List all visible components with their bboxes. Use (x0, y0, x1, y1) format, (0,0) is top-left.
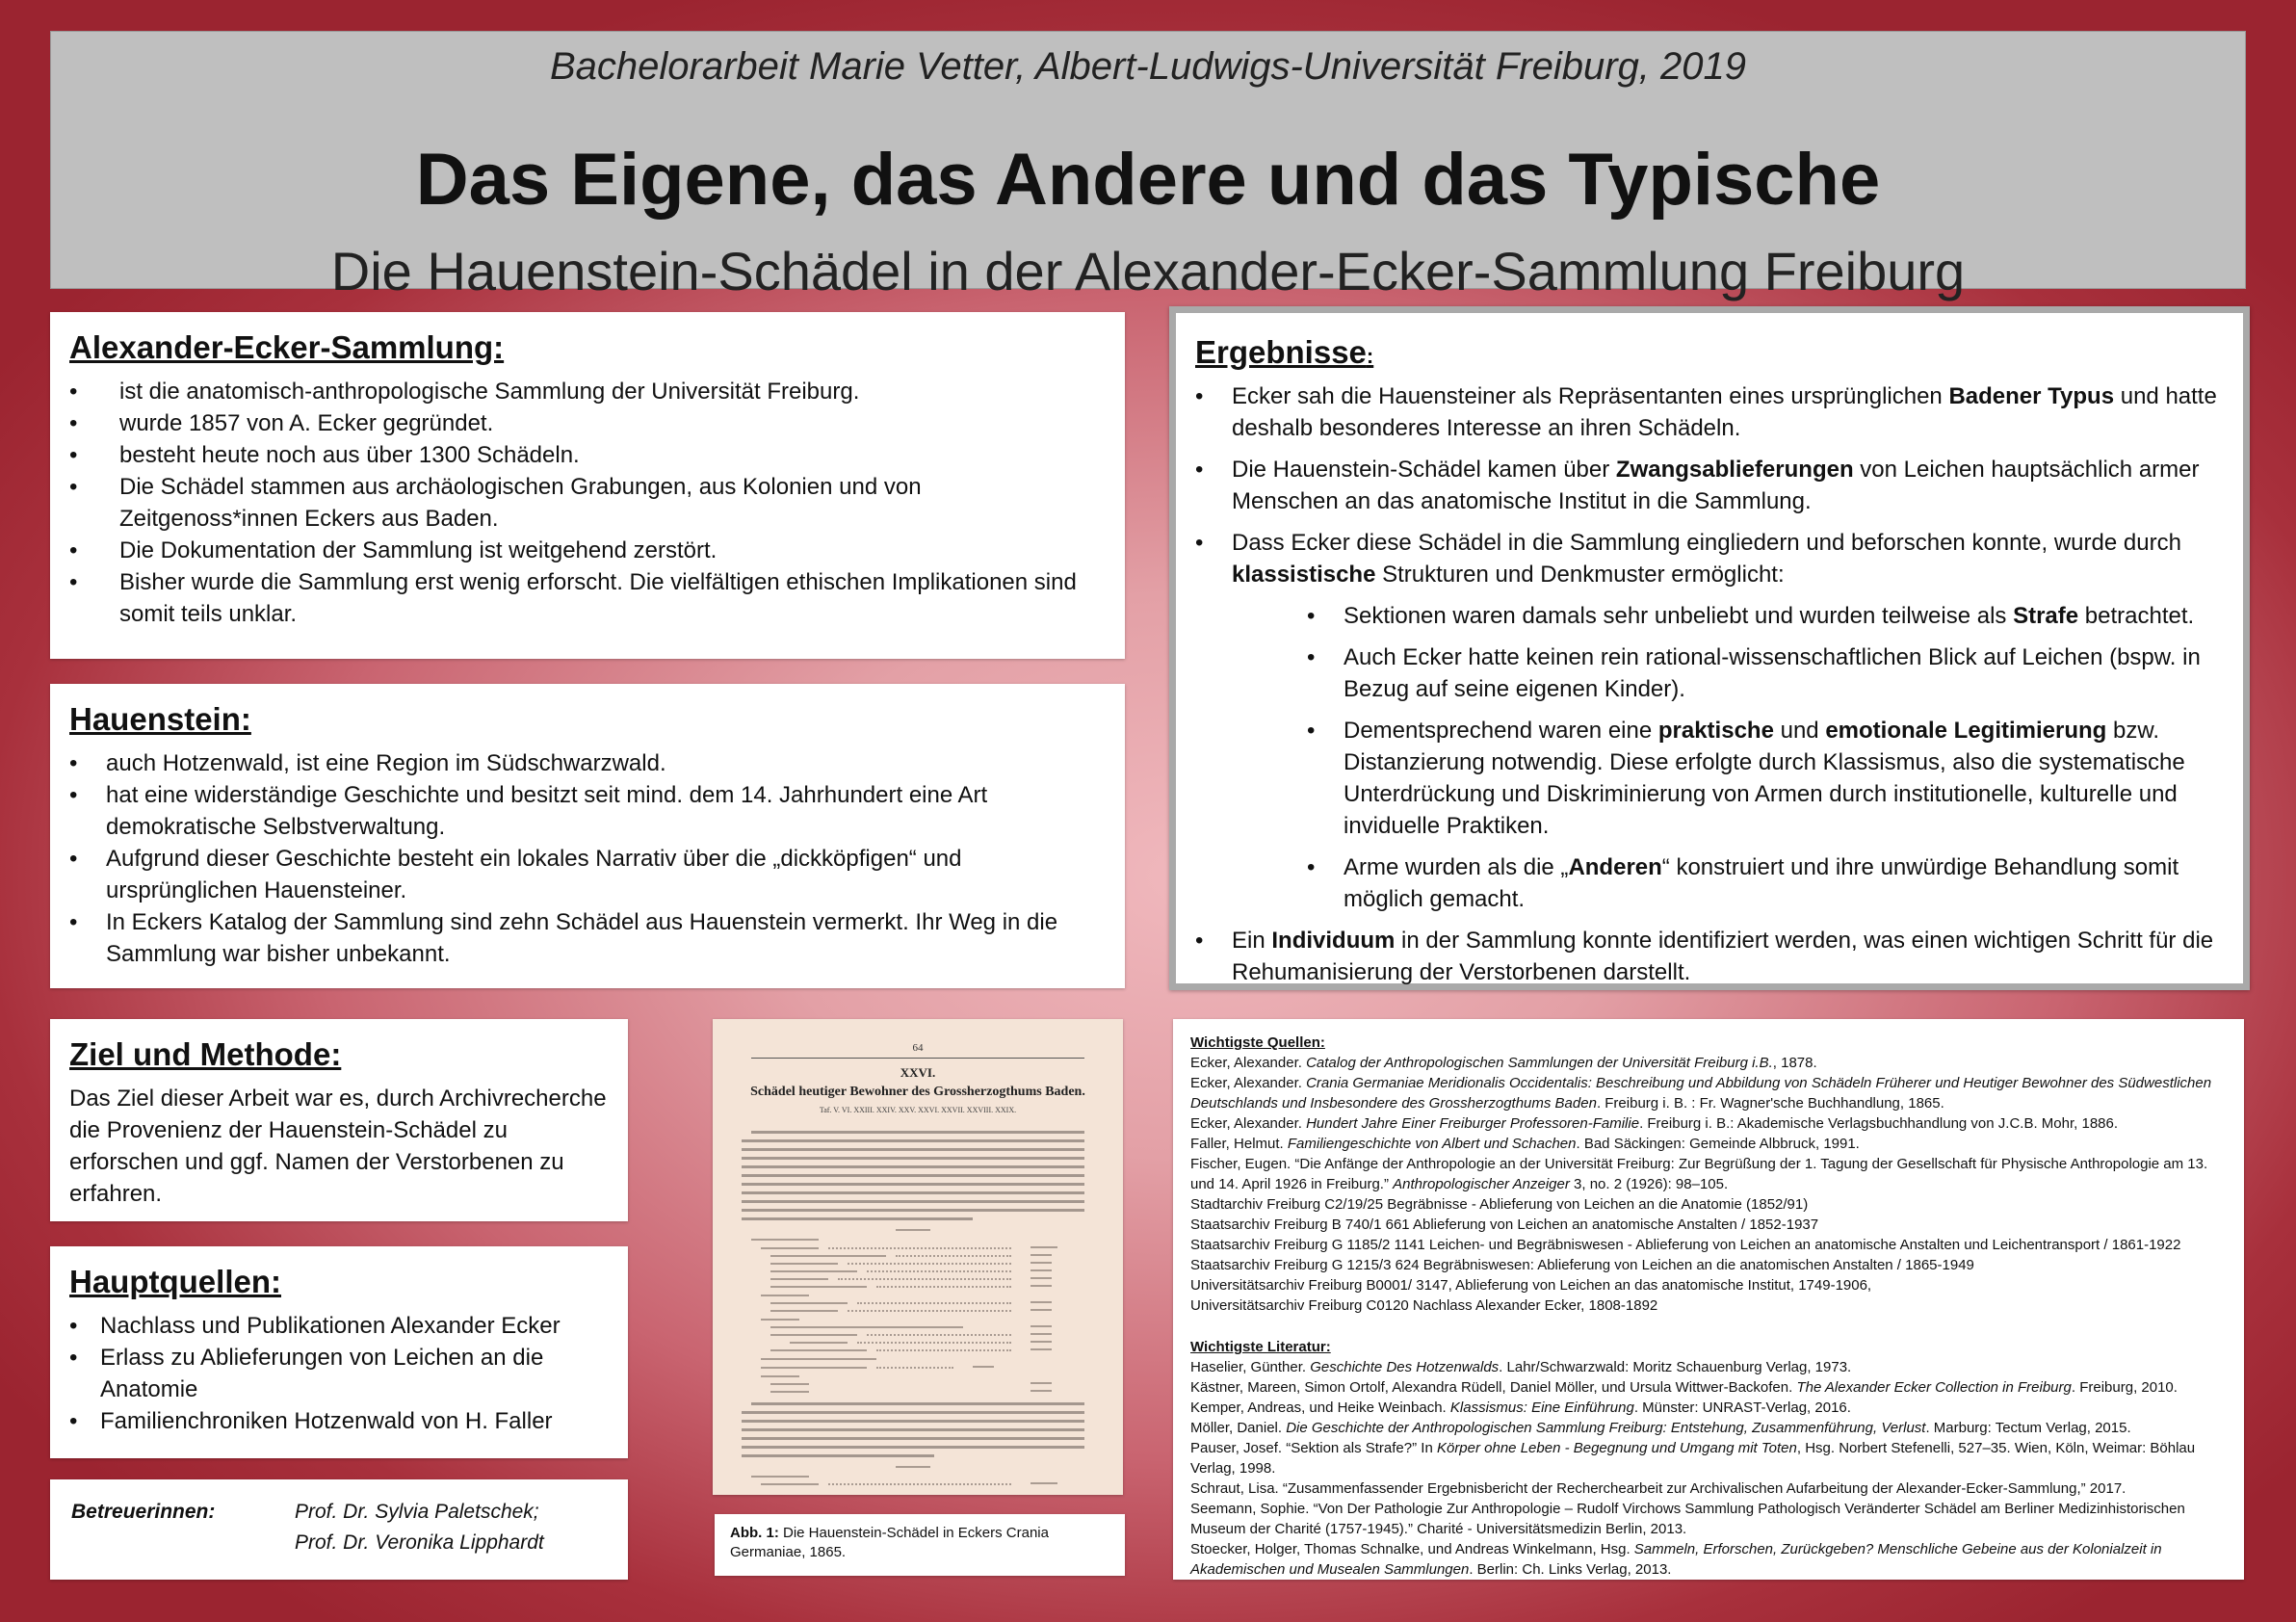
reference-item: Kemper, Andreas, und Heike Weinbach. Klassismus: Eine Einführung. Münster: UNRAST-Verlag, 2016. (1190, 1400, 1851, 1416)
bullet-list (69, 376, 1106, 630)
list-item: • Die Schädel stammen aus archäologischen Grabungen, aus Kolonien und von Zeitgenoss*innen Eckers aus Baden. (69, 471, 1106, 535)
literature-heading: Wichtigste Literatur: (1190, 1339, 1331, 1355)
section-ziel-und-methode (50, 1019, 628, 1221)
list-item: • Ecker sah die Hauensteiner als Repräsentanten eines ursprünglichen Badener Typus und hatte deshalb besonderes Interesse an ihren Schädeln. (1195, 380, 2224, 444)
sub-list-item: • Sektionen waren damals sehr unbeliebt und wurden teilweise als Strafe betrachtet. (1195, 600, 2224, 632)
list-item: • hat eine widerständige Geschichte und besitzt seit mind. dem 14. Jahrhundert eine Art demokratische Selbstverwaltung. (69, 779, 1106, 843)
section-hauenstein (50, 684, 1125, 988)
sub-list-item: • Dementsprechend waren eine praktische und emotionale Legitimierung bzw. Distanzierung notwendig. Diese erfolgte durch Klassismus, also die systematische Unterdrückung und Diskriminierung von Armen durch institutionelle, kulturelle und inviduelle Praktiken. (1195, 715, 2224, 842)
reference-item: Pauser, Josef. “Sektion als Strafe?” In Körper ohne Leben - Begegnung und Umgang mit Toten, Hsg. Norbert Stefenelli, 527–35. Wien, Köln, Weimar: Böhlau Verlag, 1998. (1190, 1440, 2196, 1477)
poster-title: Das Eigene, das Andere und das Typische (415, 139, 1881, 221)
bullet-list (69, 747, 1106, 970)
list-item: • Aufgrund dieser Geschichte besteht ein lokales Narrativ über die „dickköpfigen“ und ursprünglichen Hauensteiner. (69, 843, 1106, 906)
list-item: • ist die anatomisch-anthropologische Sammlung der Universität Freiburg. (69, 376, 1106, 407)
reference-item: Ecker, Alexander. Crania Germaniae Meridionalis Occidentalis: Beschreibung und Abbildung von Schädeln Früherer und Heutiger Bewohner des Südwestlichen Deutschlands und Insbesondere des Grossherzogthums Baden. Freiburg i. B. : Fr. Wagner'sche Buchhandlung, 1865. (1190, 1075, 2212, 1112)
section-heading: Hauenstein: (69, 701, 251, 737)
list-item: • Die Hauenstein-Schädel kamen über Zwangsablieferungen von Leichen hauptsächlich armer Menschen an das anatomische Institut in die Sammlung. (1195, 454, 2224, 517)
figure-caption (715, 1514, 1125, 1576)
section-heading: Alexander-Ecker-Sammlung: (69, 329, 505, 365)
reference-item: Universitätsarchiv Freiburg C0120 Nachlass Alexander Ecker, 1808-1892 (1190, 1297, 1658, 1314)
bullet-list (1195, 380, 2224, 988)
reference-item: Staatsarchiv Freiburg G 1185/2 1141 Leichen- und Begräbniswesen - Ablieferung von Leichen an anatomische Anstalten und Leichentransport / 1861-1922 (1190, 1237, 2181, 1253)
chapter-number: XXVI. (900, 1065, 936, 1080)
page-heading: Schädel heutiger Bewohner des Grossherzogthums Baden. (750, 1085, 1085, 1099)
reference-item: Stadtarchiv Freiburg C2/19/25 Begräbnisse - Ablieferung von Leichen an die Anatomie (1852/91) (1190, 1196, 1809, 1213)
section-text: Das Ziel dieser Arbeit war es, durch Archivrecherche die Provenienz der Hauenstein-Schädel zu erforschen und ggf. Namen der Verstorbenen zu erfahren. (69, 1085, 607, 1207)
section-ergebnisse (1169, 306, 2250, 990)
reference-item: Staatsarchiv Freiburg G 1215/3 624 Begräbniswesen: Ablieferung von Leichen an die anatomischen Anstalten / 1865-1949 (1190, 1257, 1974, 1273)
list-item: • Bisher wurde die Sammlung erst wenig erforscht. Die vielfältigen ethischen Implikationen sind somit teils unklar. (69, 566, 1106, 630)
supervisors-names (295, 1497, 544, 1558)
reference-item: Universitätsarchiv Freiburg B0001/ 3147, Ablieferung von Leichen an das anatomische Institut, 1749-1906, (1190, 1277, 1872, 1294)
list-item: • Familienchroniken Hotzenwald von H. Faller (69, 1405, 609, 1437)
divider (751, 1058, 1084, 1059)
references-heading: Wichtigste Quellen: (1190, 1034, 1325, 1051)
section-betreuerinnen (50, 1479, 628, 1580)
plate-references: Taf. V. VI. XXIII. XXIV. XXV. XXVI. XXVII. XXVIII. XXIX. (819, 1106, 1017, 1114)
supervisor-name: Prof. Dr. Veronika Lipphardt (295, 1531, 544, 1554)
reference-item: Stoecker, Holger, Thomas Schnalke, und Andreas Winkelmann, Hsg. Sammeln, Erforschen, Zurückgeben? Menschliche Gebeine aus der Kolonialzeit in Akademischen und Musealen Sammlungen. Berlin: Ch. Links Verlag, 2013. (1190, 1541, 2162, 1578)
list-item: • wurde 1857 von A. Ecker gegründet. (69, 407, 1106, 439)
list-item: • In Eckers Katalog der Sammlung sind zehn Schädel aus Hauenstein vermerkt. Ihr Weg in die Sammlung war bisher unbekannt. (69, 906, 1106, 970)
section-heading: Hauptquellen: (69, 1264, 281, 1299)
section-heading: Ziel und Methode: (69, 1036, 342, 1072)
caption-text: Die Hauenstein-Schädel in Eckers Crania Germaniae, 1865. (730, 1525, 1049, 1560)
sub-list-item: • Auch Ecker hatte keinen rein rational-wissenschaftlichen Blick auf Leichen (bspw. in Bezug auf seine eigenen Kinder). (1195, 641, 2224, 705)
section-references (1173, 1019, 2244, 1580)
bullet-list (69, 1310, 609, 1437)
reference-item: Möller, Daniel. Die Geschichte der Anthropologischen Sammlung Freiburg: Entstehung, Zusammenführung, Verlust. Marburg: Tectum Verlag, 2015. (1190, 1420, 2131, 1436)
caption-label: Abb. 1: (730, 1525, 779, 1541)
figure-book-page (713, 1019, 1123, 1495)
reference-item: Seemann, Sophie. “Von Der Pathologie Zur Anthropologie – Rudolf Virchows Sammlung Pathologisch Veränderter Schädel am Berliner Medizinhistorischen Museum der Charité (1757-1945).” Charité - Universitätsmedizin Berlin, 2013. (1190, 1501, 2185, 1537)
list-item: • Nachlass und Publikationen Alexander Ecker (69, 1310, 609, 1342)
list-item: • auch Hotzenwald, ist eine Region im Südschwarzwald. (69, 747, 1106, 779)
page-number: 64 (912, 1042, 924, 1054)
list-item: • Ein Individuum in der Sammlung konnte identifiziert werden, was einen wichtigen Schritt für die Rehumanisierung der Verstorbenen darstellt. (1195, 925, 2224, 988)
section-alexander-ecker-sammlung (50, 312, 1125, 659)
list-item: • besteht heute noch aus über 1300 Schädeln. (69, 439, 1106, 471)
section-heading: Ergebnisse: (1195, 334, 1374, 370)
reference-item: Ecker, Alexander. Catalog der Anthropologischen Sammlungen der Universität Freiburg i.B., 1878. (1190, 1055, 1817, 1071)
reference-item: Faller, Helmut. Familiengeschichte von Albert und Schachen. Bad Säckingen: Gemeinde Albbruck, 1991. (1190, 1136, 1860, 1152)
thesis-info: Bachelorarbeit Marie Vetter, Albert-Ludwigs-Universität Freiburg, 2019 (549, 45, 1747, 88)
supervisors-label: Betreuerinnen: (71, 1501, 216, 1523)
poster-subtitle: Die Hauenstein-Schädel in der Alexander-Ecker-Sammlung Freiburg (330, 241, 1966, 301)
section-hauptquellen (50, 1246, 628, 1458)
reference-item: Ecker, Alexander. Hundert Jahre Einer Freiburger Professoren-Familie. Freiburg i. B.: Akademische Verlagsbuchhandlung von J.C.B. Mohr, 1886. (1190, 1115, 2119, 1132)
list-item: • Dass Ecker diese Schädel in die Sammlung eingliedern und beforschen konnte, wurde durch klassistische Strukturen und Denkmuster ermöglicht: (1195, 527, 2224, 590)
list-item: • Erlass zu Ablieferungen von Leichen an die Anatomie (69, 1342, 609, 1405)
reference-item: Schraut, Lisa. “Zusammenfassender Ergebnisbericht der Recherchearbeit zur Archivalischen Aufarbeitung der Alexander-Ecker-Sammlung,” 2017. (1190, 1480, 2126, 1497)
sub-list-item: • Arme wurden als die „Anderen“ konstruiert und ihre unwürdige Behandlung somit möglich gemacht. (1195, 851, 2224, 915)
supervisor-name: Prof. Dr. Sylvia Paletschek; (295, 1501, 539, 1523)
poster-header (50, 31, 2246, 301)
reference-item: Fischer, Eugen. “Die Anfänge der Anthropologie an der Universität Freiburg: Zur Begrüßung der 1. Tagung der Gesellschaft für Physische Anthropologie am 13. und 14. April 1926 in Freiburg.” Anthropologischer Anzeiger 3, no. 2 (1926): 98–105. (1190, 1156, 2208, 1192)
list-item: • Die Dokumentation der Sammlung ist weitgehend zerstört. (69, 535, 1106, 566)
reference-item: Kästner, Mareen, Simon Ortolf, Alexandra Rüdell, Daniel Möller, und Ursula Wittwer-Backofen. The Alexander Ecker Collection in Freiburg. Freiburg, 2010. (1190, 1379, 2178, 1396)
reference-item: Haselier, Günther. Geschichte Des Hotzenwalds. Lahr/Schwarzwald: Moritz Schauenburg Verlag, 1973. (1190, 1359, 1852, 1375)
reference-item: Staatsarchiv Freiburg B 740/1 661 Ablieferung von Leichen an anatomische Anstalten / 1852-1937 (1190, 1216, 1819, 1233)
